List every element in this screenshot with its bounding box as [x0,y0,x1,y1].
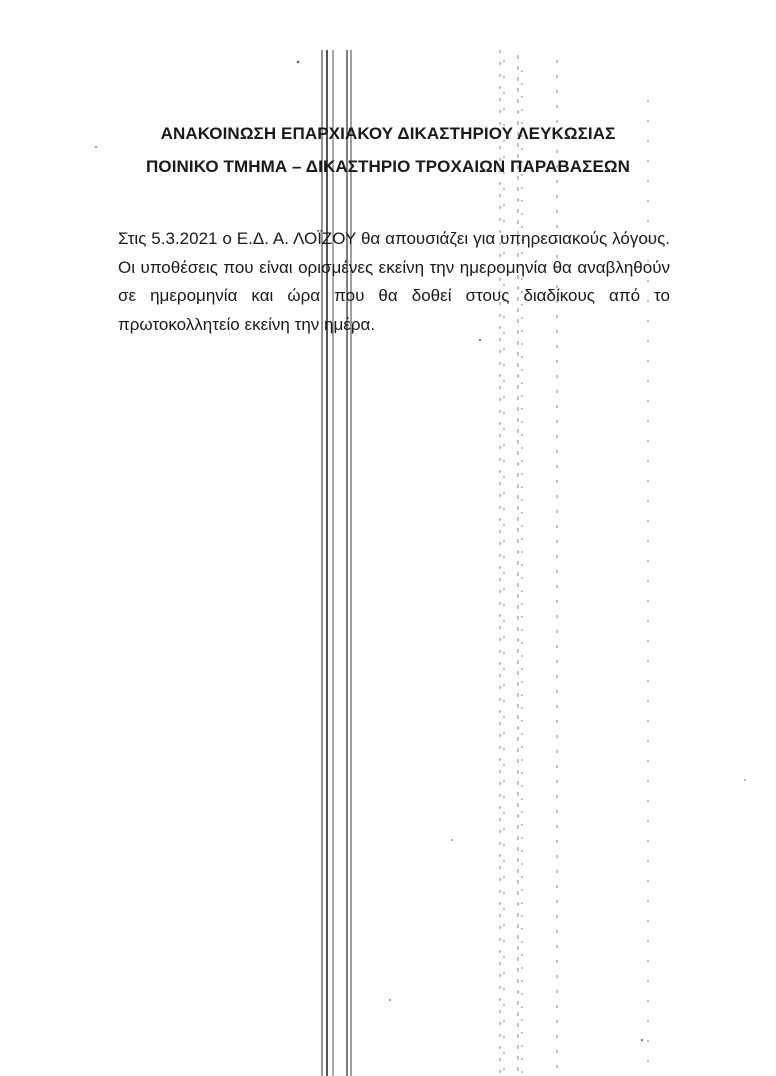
notice-title-line-1: ΑΝΑΚΟΙΝΩΣΗ ΕΠΑΡΧΙΑΚΟΥ ΔΙΚΑΣΤΗΡΙΟΥ ΛΕΥΚΩΣΙΑΣ [160,124,616,143]
notice-title-line-2: ΠΟΙΝΙΚΟ ΤΜΗΜΑ – ΔΙΚΑΣΤΗΡΙΟ ΤΡΟΧΑΙΩΝ ΠΑΡΑΒΑΣΕΩΝ [146,157,630,176]
notice-body-paragraph: Στις 5.3.2021 ο Ε.Δ. Α. ΛΟΪΖΟΥ θα απουσιάζει για υπηρεσιακούς λόγους. Οι υποθέσεις που είναι ορισμένες εκείνη την ημερομηνία θα αναβληθούν σε ημερομηνία και ώρα που θα δοθεί στους διαδίκους από το πρωτοκολλητείο εκείνη την ημέρα. [118,229,670,334]
